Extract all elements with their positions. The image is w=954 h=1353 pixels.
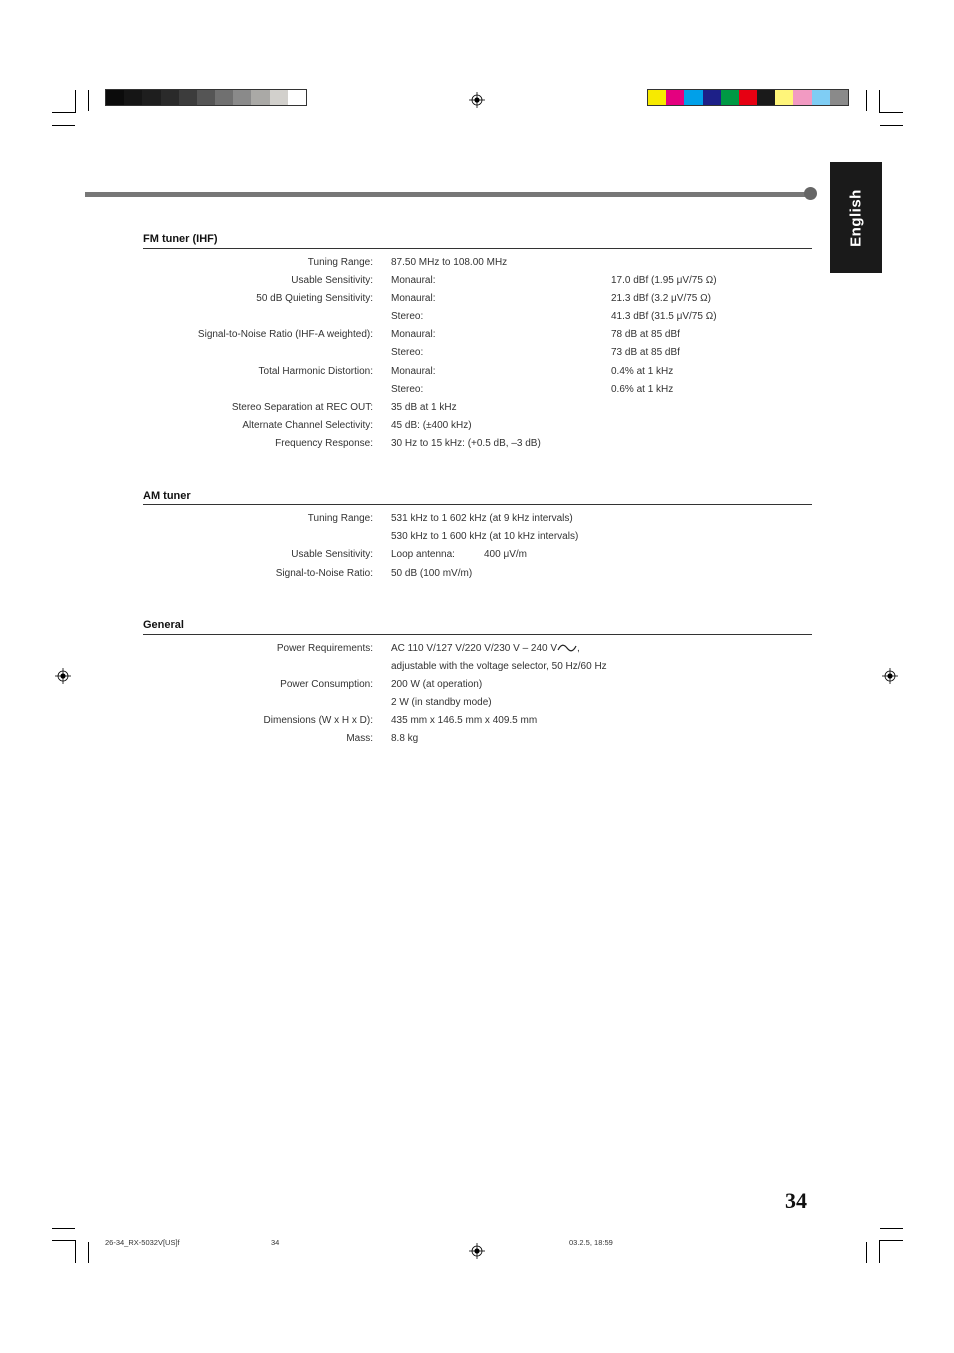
crop-mark (866, 1242, 867, 1263)
spec-row (0, 292, 954, 306)
spec-value: 35 dB at 1 kHz (391, 402, 457, 413)
crop-mark (75, 90, 76, 113)
language-tab-label: English (847, 188, 865, 247)
spec-row (0, 530, 954, 544)
spec-detail: 73 dB at 85 dBf (611, 347, 680, 358)
spec-label: Tuning Range: (307, 257, 373, 268)
spec-label: Stereo Separation at REC OUT: (231, 402, 373, 413)
calibration-swatch (830, 90, 848, 105)
page-number: 34 (785, 1188, 807, 1213)
spec-label: Power Requirements: (276, 643, 373, 654)
calibration-swatch (812, 90, 830, 105)
calibration-swatch (233, 90, 251, 105)
spec-row (0, 437, 954, 451)
ac-wave-icon (557, 643, 577, 653)
crop-mark (880, 125, 903, 126)
spec-label: Power Consumption: (280, 679, 373, 690)
spec-detail: 78 dB at 85 dBf (611, 329, 680, 340)
spec-label: Signal-to-Noise Ratio (IHF-A weighted): (197, 329, 373, 340)
spec-value: 30 Hz to 15 kHz: (+0.5 dB, –3 dB) (391, 438, 541, 449)
spec-value: 435 mm x 146.5 mm x 409.5 mm (391, 715, 538, 726)
calibration-swatch (142, 90, 160, 105)
calibration-swatch (775, 90, 793, 105)
spec-value: Monaural: (391, 293, 436, 304)
spec-value: 45 dB: (±400 kHz) (391, 420, 472, 431)
crop-mark (52, 1240, 76, 1241)
spec-row (0, 365, 954, 379)
crop-mark (88, 1242, 89, 1263)
spec-detail: 41.3 dBf (31.5 μV/75 Ω) (611, 311, 717, 322)
spec-value: 530 kHz to 1 600 kHz (at 10 kHz intervals) (391, 531, 579, 542)
spec-label: Usable Sensitivity: (291, 275, 373, 286)
spec-row (0, 548, 954, 562)
calibration-swatch (251, 90, 269, 105)
spec-detail: 17.0 dBf (1.95 μV/75 Ω) (611, 275, 717, 286)
spec-value: 87.50 MHz to 108.00 MHz (391, 257, 508, 268)
calibration-swatch (270, 90, 288, 105)
header-rule-dot (804, 187, 817, 200)
calibration-swatch (703, 90, 721, 105)
section-title-fm: FM tuner (IHF) (143, 233, 218, 245)
section-divider (143, 248, 812, 249)
spec-label: Dimensions (W x H x D): (263, 715, 373, 726)
calibration-swatch (179, 90, 197, 105)
grayscale-calibration-bar (105, 89, 307, 106)
spec-detail: 0.6% at 1 kHz (611, 384, 674, 395)
crop-mark (879, 1240, 880, 1263)
spec-detail: 21.3 dBf (3.2 μV/75 Ω) (611, 293, 711, 304)
calibration-swatch (666, 90, 684, 105)
crop-mark (879, 112, 903, 113)
spec-row (0, 714, 954, 728)
calibration-swatch (721, 90, 739, 105)
calibration-swatch (648, 90, 666, 105)
spec-row (0, 512, 954, 526)
spec-row (0, 310, 954, 324)
spec-row (0, 383, 954, 397)
spec-value: Monaural: (391, 366, 436, 377)
spec-value: adjustable with the voltage selector, 50 Hz/60 Hz (391, 661, 607, 672)
footer-filename: 26-34_RX-5032V[US]f (105, 1238, 180, 1247)
spec-detail: 0.4% at 1 kHz (611, 366, 674, 377)
spec-row (0, 256, 954, 270)
calibration-swatch (161, 90, 179, 105)
spec-value: Monaural: (391, 329, 436, 340)
spec-row (0, 732, 954, 746)
crop-mark (879, 1240, 903, 1241)
calibration-swatch (684, 90, 702, 105)
spec-row (0, 401, 954, 415)
spec-row (0, 567, 954, 581)
spec-row (0, 642, 954, 656)
spec-row (0, 419, 954, 433)
spec-label: Usable Sensitivity: (291, 549, 373, 560)
spec-value-group (391, 642, 580, 656)
spec-value: 2 W (in standby mode) (391, 697, 492, 708)
spec-row (0, 274, 954, 288)
spec-value: 200 W (at operation) (391, 679, 483, 690)
calibration-swatch (739, 90, 757, 105)
calibration-swatch (124, 90, 142, 105)
crop-mark (75, 1240, 76, 1263)
spec-label: 50 dB Quieting Sensitivity: (256, 293, 373, 304)
crop-mark (866, 90, 867, 111)
footer-date: 03.2.5, 18:59 (569, 1238, 613, 1247)
spec-label: Mass: (346, 733, 373, 744)
spec-value: 50 dB (100 mV/m) (391, 568, 473, 579)
crop-mark (52, 125, 75, 126)
spec-label: Signal-to-Noise Ratio: (275, 568, 373, 579)
spec-value: Loop antenna: (391, 549, 455, 560)
spec-value-suffix: , (577, 643, 580, 654)
header-rule (85, 192, 812, 197)
spec-label: Total Harmonic Distortion: (258, 366, 373, 377)
crop-mark (879, 90, 880, 113)
spec-value: 8.8 kg (391, 733, 419, 744)
spec-row (0, 660, 954, 674)
spec-value: Stereo: (391, 347, 424, 358)
calibration-swatch (793, 90, 811, 105)
section-title-am: AM tuner (143, 490, 191, 502)
spec-row (0, 346, 954, 360)
spec-value: Stereo: (391, 311, 424, 322)
spec-label: Alternate Channel Selectivity: (242, 420, 373, 431)
calibration-swatch (757, 90, 775, 105)
registration-mark-icon (469, 92, 485, 108)
crop-mark (88, 90, 89, 111)
crop-mark (52, 112, 76, 113)
spec-row (0, 678, 954, 692)
footer-page: 34 (271, 1238, 280, 1247)
color-calibration-bar (647, 89, 849, 106)
crop-mark (52, 1228, 75, 1229)
spec-detail: 400 μV/m (484, 549, 528, 560)
calibration-swatch (106, 90, 124, 105)
section-divider (143, 504, 812, 505)
crop-mark (880, 1228, 903, 1229)
calibration-swatch (215, 90, 233, 105)
spec-value: Monaural: (391, 275, 436, 286)
registration-mark-icon (469, 1243, 485, 1259)
spec-row (0, 328, 954, 342)
spec-label: Tuning Range: (307, 513, 373, 524)
spec-row (0, 696, 954, 710)
spec-value: 531 kHz to 1 602 kHz (at 9 kHz intervals) (391, 513, 573, 524)
spec-label: Frequency Response: (275, 438, 373, 449)
spec-value: Stereo: (391, 384, 424, 395)
calibration-swatch (197, 90, 215, 105)
section-title-general: General (143, 619, 184, 631)
spec-value: AC 110 V/127 V/220 V/230 V – 240 V (391, 643, 558, 654)
calibration-swatch (288, 90, 306, 105)
section-divider (143, 634, 812, 635)
